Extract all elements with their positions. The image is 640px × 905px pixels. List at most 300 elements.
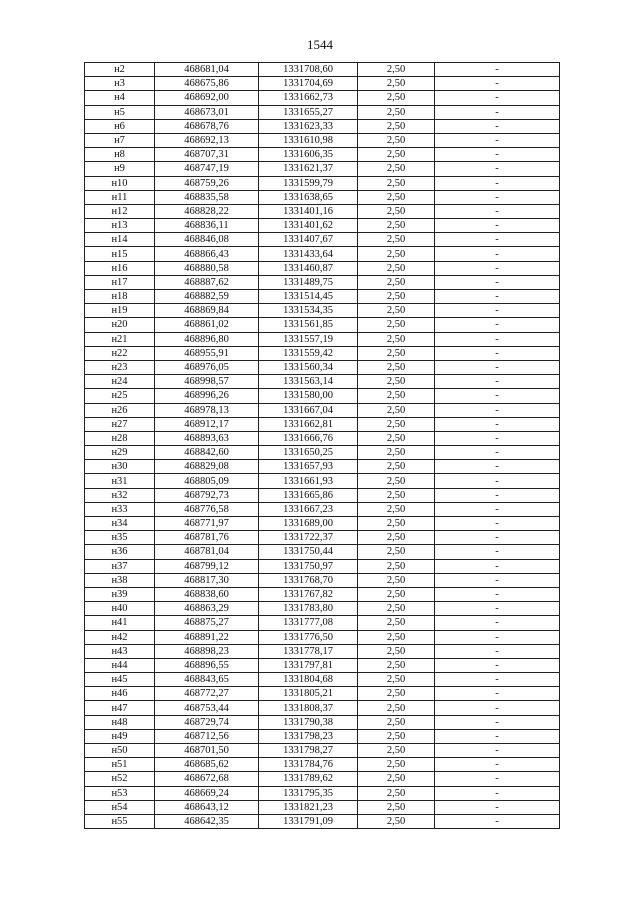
table-row [85,403,560,417]
x-coordinate-cell: 468792,73 [155,488,259,502]
note-cell: - [435,729,560,743]
point-id-cell: н35 [85,531,155,545]
error-cell: 2,50 [358,658,435,672]
page-number: 1544 [307,37,333,52]
table-row [85,687,560,701]
table-row [85,644,560,658]
y-coordinate-cell: 1331768,70 [259,573,358,587]
table-row [85,332,560,346]
x-coordinate-cell: 468998,57 [155,375,259,389]
y-coordinate-cell: 1331621,37 [259,162,358,176]
x-coordinate-cell: 468869,84 [155,304,259,318]
note-cell: - [435,247,560,261]
coordinates-table-body [85,63,560,829]
note-cell: - [435,204,560,218]
note-cell: - [435,559,560,573]
point-id-cell: н31 [85,474,155,488]
point-id-cell: н23 [85,360,155,374]
y-coordinate-cell: 1331460,87 [259,261,358,275]
point-id-cell: н10 [85,176,155,190]
point-id-cell: н13 [85,219,155,233]
point-id-cell: н50 [85,744,155,758]
table-row [85,715,560,729]
y-coordinate-cell: 1331777,08 [259,616,358,630]
x-coordinate-cell: 468753,44 [155,701,259,715]
x-coordinate-cell: 468675,86 [155,77,259,91]
error-cell: 2,50 [358,531,435,545]
error-cell: 2,50 [358,644,435,658]
error-cell: 2,50 [358,729,435,743]
point-id-cell: н32 [85,488,155,502]
y-coordinate-cell: 1331797,81 [259,658,358,672]
error-cell: 2,50 [358,800,435,814]
y-coordinate-cell: 1331401,16 [259,204,358,218]
table-row [85,431,560,445]
note-cell: - [435,403,560,417]
y-coordinate-cell: 1331666,76 [259,431,358,445]
x-coordinate-cell: 468843,65 [155,673,259,687]
table-row [85,346,560,360]
y-coordinate-cell: 1331559,42 [259,346,358,360]
table-row [85,673,560,687]
table-row [85,772,560,786]
point-id-cell: н45 [85,673,155,687]
note-cell: - [435,673,560,687]
error-cell: 2,50 [358,758,435,772]
point-id-cell: н24 [85,375,155,389]
y-coordinate-cell: 1331623,33 [259,119,358,133]
y-coordinate-cell: 1331610,98 [259,133,358,147]
point-id-cell: н34 [85,517,155,531]
x-coordinate-cell: 468898,23 [155,644,259,658]
table-row [85,148,560,162]
error-cell: 2,50 [358,701,435,715]
table-row [85,233,560,247]
x-coordinate-cell: 468976,05 [155,360,259,374]
note-cell: - [435,119,560,133]
note-cell: - [435,502,560,516]
error-cell: 2,50 [358,431,435,445]
x-coordinate-cell: 468829,08 [155,460,259,474]
error-cell: 2,50 [358,389,435,403]
x-coordinate-cell: 468863,29 [155,602,259,616]
note-cell: - [435,460,560,474]
table-row [85,460,560,474]
note-cell: - [435,91,560,105]
point-id-cell: н30 [85,460,155,474]
table-row [85,375,560,389]
note-cell: - [435,375,560,389]
x-coordinate-cell: 468836,11 [155,219,259,233]
error-cell: 2,50 [358,176,435,190]
error-cell: 2,50 [358,715,435,729]
error-cell: 2,50 [358,772,435,786]
y-coordinate-cell: 1331563,14 [259,375,358,389]
error-cell: 2,50 [358,602,435,616]
x-coordinate-cell: 468673,01 [155,105,259,119]
note-cell: - [435,517,560,531]
table-row [85,559,560,573]
error-cell: 2,50 [358,403,435,417]
x-coordinate-cell: 468817,30 [155,573,259,587]
error-cell: 2,50 [358,162,435,176]
x-coordinate-cell: 468846,08 [155,233,259,247]
y-coordinate-cell: 1331667,04 [259,403,358,417]
x-coordinate-cell: 468781,04 [155,545,259,559]
table-row [85,545,560,559]
x-coordinate-cell: 468692,00 [155,91,259,105]
note-cell: - [435,744,560,758]
point-id-cell: н53 [85,786,155,800]
note-cell: - [435,332,560,346]
table-row [85,190,560,204]
point-id-cell: н5 [85,105,155,119]
y-coordinate-cell: 1331789,62 [259,772,358,786]
table-row [85,304,560,318]
point-id-cell: н52 [85,772,155,786]
x-coordinate-cell: 468729,74 [155,715,259,729]
note-cell: - [435,772,560,786]
point-id-cell: н51 [85,758,155,772]
x-coordinate-cell: 468805,09 [155,474,259,488]
point-id-cell: н47 [85,701,155,715]
error-cell: 2,50 [358,219,435,233]
table-row [85,290,560,304]
note-cell: - [435,148,560,162]
error-cell: 2,50 [358,786,435,800]
point-id-cell: н36 [85,545,155,559]
x-coordinate-cell: 468887,62 [155,275,259,289]
point-id-cell: н42 [85,630,155,644]
error-cell: 2,50 [358,247,435,261]
note-cell: - [435,133,560,147]
table-row [85,517,560,531]
x-coordinate-cell: 468669,24 [155,786,259,800]
note-cell: - [435,630,560,644]
table-row [85,758,560,772]
coordinates-table [84,62,560,829]
table-row [85,389,560,403]
error-cell: 2,50 [358,814,435,828]
note-cell: - [435,701,560,715]
x-coordinate-cell: 468896,55 [155,658,259,672]
note-cell: - [435,261,560,275]
y-coordinate-cell: 1331638,65 [259,190,358,204]
y-coordinate-cell: 1331599,79 [259,176,358,190]
note-cell: - [435,658,560,672]
point-id-cell: н49 [85,729,155,743]
x-coordinate-cell: 468747,19 [155,162,259,176]
error-cell: 2,50 [358,105,435,119]
y-coordinate-cell: 1331689,00 [259,517,358,531]
x-coordinate-cell: 468759,26 [155,176,259,190]
x-coordinate-cell: 468701,50 [155,744,259,758]
y-coordinate-cell: 1331783,80 [259,602,358,616]
error-cell: 2,50 [358,318,435,332]
note-cell: - [435,219,560,233]
table-row [85,91,560,105]
x-coordinate-cell: 468672,68 [155,772,259,786]
y-coordinate-cell: 1331767,82 [259,587,358,601]
x-coordinate-cell: 468838,60 [155,587,259,601]
x-coordinate-cell: 468776,58 [155,502,259,516]
error-cell: 2,50 [358,673,435,687]
x-coordinate-cell: 468882,59 [155,290,259,304]
note-cell: - [435,474,560,488]
point-id-cell: н17 [85,275,155,289]
note-cell: - [435,814,560,828]
x-coordinate-cell: 468955,91 [155,346,259,360]
error-cell: 2,50 [358,119,435,133]
note-cell: - [435,545,560,559]
point-id-cell: н29 [85,446,155,460]
error-cell: 2,50 [358,744,435,758]
error-cell: 2,50 [358,233,435,247]
table-row [85,531,560,545]
table-row [85,318,560,332]
y-coordinate-cell: 1331489,75 [259,275,358,289]
note-cell: - [435,758,560,772]
y-coordinate-cell: 1331667,23 [259,502,358,516]
y-coordinate-cell: 1331650,25 [259,446,358,460]
y-coordinate-cell: 1331798,23 [259,729,358,743]
point-id-cell: н16 [85,261,155,275]
x-coordinate-cell: 468712,56 [155,729,259,743]
table-row [85,247,560,261]
point-id-cell: н48 [85,715,155,729]
y-coordinate-cell: 1331808,37 [259,701,358,715]
y-coordinate-cell: 1331433,64 [259,247,358,261]
table-row [85,587,560,601]
note-cell: - [435,304,560,318]
error-cell: 2,50 [358,559,435,573]
note-cell: - [435,176,560,190]
y-coordinate-cell: 1331657,93 [259,460,358,474]
error-cell: 2,50 [358,346,435,360]
point-id-cell: н26 [85,403,155,417]
table-row [85,63,560,77]
note-cell: - [435,63,560,77]
x-coordinate-cell: 468866,43 [155,247,259,261]
note-cell: - [435,715,560,729]
error-cell: 2,50 [358,474,435,488]
x-coordinate-cell: 468707,31 [155,148,259,162]
x-coordinate-cell: 468893,63 [155,431,259,445]
table-row [85,446,560,460]
point-id-cell: н21 [85,332,155,346]
y-coordinate-cell: 1331662,73 [259,91,358,105]
point-id-cell: н12 [85,204,155,218]
point-id-cell: н28 [85,431,155,445]
table-row [85,630,560,644]
y-coordinate-cell: 1331791,09 [259,814,358,828]
point-id-cell: н9 [85,162,155,176]
point-id-cell: н54 [85,800,155,814]
point-id-cell: н38 [85,573,155,587]
error-cell: 2,50 [358,91,435,105]
x-coordinate-cell: 468891,22 [155,630,259,644]
table-row [85,658,560,672]
point-id-cell: н22 [85,346,155,360]
table-row [85,729,560,743]
point-id-cell: н41 [85,616,155,630]
x-coordinate-cell: 468978,13 [155,403,259,417]
error-cell: 2,50 [358,275,435,289]
note-cell: - [435,290,560,304]
y-coordinate-cell: 1331805,21 [259,687,358,701]
error-cell: 2,50 [358,304,435,318]
y-coordinate-cell: 1331557,19 [259,332,358,346]
y-coordinate-cell: 1331560,34 [259,360,358,374]
x-coordinate-cell: 468799,12 [155,559,259,573]
x-coordinate-cell: 468861,02 [155,318,259,332]
error-cell: 2,50 [358,502,435,516]
point-id-cell: н3 [85,77,155,91]
error-cell: 2,50 [358,517,435,531]
note-cell: - [435,602,560,616]
note-cell: - [435,318,560,332]
error-cell: 2,50 [358,290,435,304]
y-coordinate-cell: 1331534,35 [259,304,358,318]
point-id-cell: н19 [85,304,155,318]
x-coordinate-cell: 468772,27 [155,687,259,701]
table-row [85,573,560,587]
note-cell: - [435,417,560,431]
error-cell: 2,50 [358,460,435,474]
error-cell: 2,50 [358,417,435,431]
y-coordinate-cell: 1331580,00 [259,389,358,403]
x-coordinate-cell: 468685,62 [155,758,259,772]
y-coordinate-cell: 1331795,35 [259,786,358,800]
error-cell: 2,50 [358,375,435,389]
y-coordinate-cell: 1331722,37 [259,531,358,545]
note-cell: - [435,389,560,403]
note-cell: - [435,488,560,502]
table-row [85,474,560,488]
error-cell: 2,50 [358,133,435,147]
note-cell: - [435,644,560,658]
point-id-cell: н25 [85,389,155,403]
error-cell: 2,50 [358,687,435,701]
y-coordinate-cell: 1331401,62 [259,219,358,233]
y-coordinate-cell: 1331804,68 [259,673,358,687]
error-cell: 2,50 [358,77,435,91]
table-row [85,204,560,218]
note-cell: - [435,800,560,814]
table-row [85,219,560,233]
table-row [85,105,560,119]
x-coordinate-cell: 468912,17 [155,417,259,431]
x-coordinate-cell: 468835,58 [155,190,259,204]
note-cell: - [435,77,560,91]
x-coordinate-cell: 468896,80 [155,332,259,346]
point-id-cell: н39 [85,587,155,601]
y-coordinate-cell: 1331776,50 [259,630,358,644]
table-row [85,814,560,828]
point-id-cell: н43 [85,644,155,658]
point-id-cell: н37 [85,559,155,573]
error-cell: 2,50 [358,616,435,630]
y-coordinate-cell: 1331784,76 [259,758,358,772]
note-cell: - [435,360,560,374]
point-id-cell: н2 [85,63,155,77]
table-row [85,417,560,431]
point-id-cell: н14 [85,233,155,247]
error-cell: 2,50 [358,261,435,275]
point-id-cell: н4 [85,91,155,105]
point-id-cell: н15 [85,247,155,261]
point-id-cell: н6 [85,119,155,133]
y-coordinate-cell: 1331798,27 [259,744,358,758]
table-row [85,786,560,800]
point-id-cell: н55 [85,814,155,828]
y-coordinate-cell: 1331561,85 [259,318,358,332]
y-coordinate-cell: 1331606,35 [259,148,358,162]
point-id-cell: н33 [85,502,155,516]
y-coordinate-cell: 1331704,69 [259,77,358,91]
y-coordinate-cell: 1331750,44 [259,545,358,559]
note-cell: - [435,446,560,460]
y-coordinate-cell: 1331708,60 [259,63,358,77]
x-coordinate-cell: 468771,97 [155,517,259,531]
point-id-cell: н27 [85,417,155,431]
error-cell: 2,50 [358,332,435,346]
x-coordinate-cell: 468692,13 [155,133,259,147]
table-row [85,744,560,758]
note-cell: - [435,573,560,587]
note-cell: - [435,233,560,247]
x-coordinate-cell: 468828,22 [155,204,259,218]
table-row [85,133,560,147]
table-row [85,502,560,516]
error-cell: 2,50 [358,488,435,502]
point-id-cell: н8 [85,148,155,162]
table-row [85,176,560,190]
x-coordinate-cell: 468996,26 [155,389,259,403]
y-coordinate-cell: 1331407,67 [259,233,358,247]
table-row [85,602,560,616]
table-row [85,488,560,502]
note-cell: - [435,275,560,289]
note-cell: - [435,616,560,630]
y-coordinate-cell: 1331662,81 [259,417,358,431]
x-coordinate-cell: 468643,12 [155,800,259,814]
error-cell: 2,50 [358,545,435,559]
y-coordinate-cell: 1331665,86 [259,488,358,502]
table-row [85,275,560,289]
point-id-cell: н44 [85,658,155,672]
x-coordinate-cell: 468781,76 [155,531,259,545]
table-row [85,800,560,814]
table-row [85,261,560,275]
error-cell: 2,50 [358,446,435,460]
x-coordinate-cell: 468875,27 [155,616,259,630]
error-cell: 2,50 [358,360,435,374]
note-cell: - [435,587,560,601]
point-id-cell: н46 [85,687,155,701]
note-cell: - [435,105,560,119]
note-cell: - [435,162,560,176]
point-id-cell: н40 [85,602,155,616]
error-cell: 2,50 [358,587,435,601]
note-cell: - [435,346,560,360]
y-coordinate-cell: 1331821,23 [259,800,358,814]
note-cell: - [435,431,560,445]
point-id-cell: н7 [85,133,155,147]
table-row [85,77,560,91]
error-cell: 2,50 [358,204,435,218]
note-cell: - [435,687,560,701]
